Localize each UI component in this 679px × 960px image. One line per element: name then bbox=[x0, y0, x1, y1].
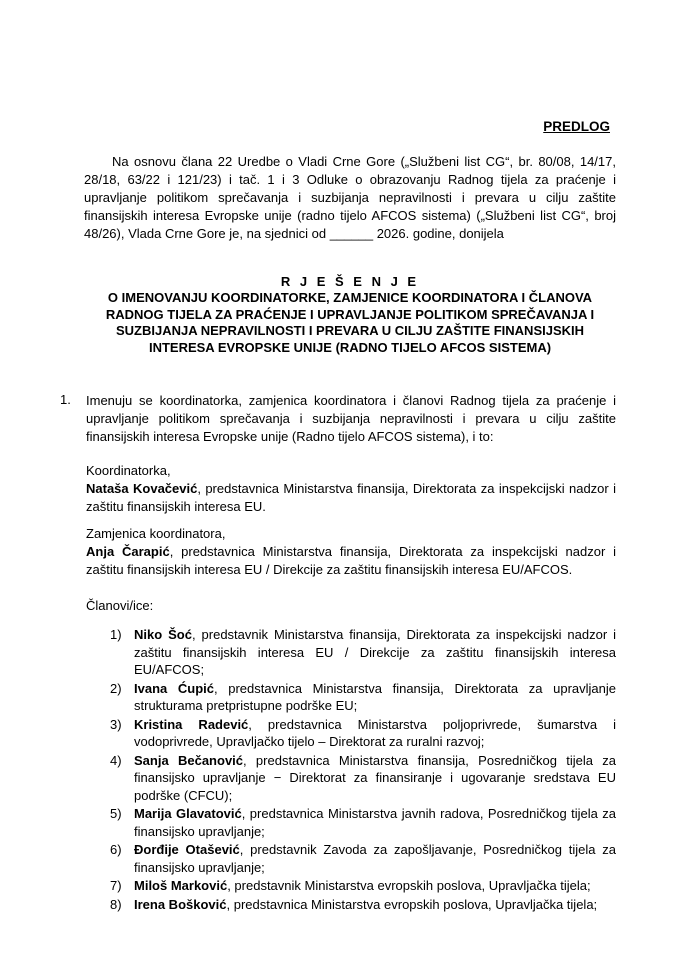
list-item bbox=[110, 841, 616, 876]
member-desc: , predstavnik Ministarstva evropskih poslova, Upravljačka tijela; bbox=[227, 878, 591, 893]
member-desc: , predstavnica Ministarstva finansija, Direktorata za upravljanje strukturama pretpristupne podrške EU; bbox=[134, 680, 616, 713]
member-number: 7) bbox=[110, 878, 122, 893]
list-item bbox=[110, 752, 616, 805]
member-desc: , predstavnica Ministarstva poljoprivrede, šumarstva i vodoprivrede, Upravljačko tijelo – Direktorat za ruralni razvoj; bbox=[134, 716, 617, 749]
coordinator-name: Nataša Kovačević bbox=[86, 481, 198, 496]
member-desc: , predstavnica Ministarstva javnih radova, Posredničkog tijela za finansijsko upravljanje; bbox=[134, 806, 616, 839]
member-name: Irena Bošković bbox=[134, 896, 227, 912]
decision-subtitle: O IMENOVANJU KOORDINATORKE, ZAMJENICE KOORDINATORA I ČLANOVA RADNOG TIJELA ZA PRAĆENJE I UPRAVLJANJE POLITIKOM SPREČAVANJA I SUZBIJANJA NEPRAVILNOSTI I PREVARA U CILJU ZAŠTITE FINANSIJSKIH INTERESA EVROPSKE UNIJE (RADNO TIJELO AFCOS SISTEMA) bbox=[105, 290, 595, 355]
article-1 bbox=[60, 392, 616, 446]
deputy-role: Zamjenica koordinatora, bbox=[86, 526, 226, 541]
member-desc: , predstavnica Ministarstva evropskih poslova, Upravljačka tijela; bbox=[226, 896, 598, 912]
member-number: 1) bbox=[110, 627, 122, 642]
coordinator-desc: , predstavnica Ministarstva finansija, Direktorata za inspekcijski nadzor i zaštitu finansijskih interesa EU. bbox=[86, 481, 617, 514]
member-name: Sanja Bečanović bbox=[134, 752, 244, 768]
member-name: Marija Glavatović bbox=[134, 806, 242, 821]
preamble-paragraph: Na osnovu člana 22 Uredbe o Vladi Crne Gore („Službeni list CG“, br. 80/08, 14/17, 28/18, 63/22 i 121/23) i tač. 1 i 3 Odluke o obrazovanju Radnog tijela za praćenje i upravljanje politikom sprečavanja i suzbijanja nepravilnosti i prevara u cilju zaštite finansijskih interesa Evropske unije (radno tijelo AFCOS sistema) („Službeni list CG“, broj 48/26), Vlada Crne Gore je, na sjednici od ______ 2026. godine, donijela bbox=[84, 154, 616, 241]
draft-label: PREDLOG bbox=[543, 119, 610, 134]
list-item bbox=[110, 680, 616, 715]
coordinator-role: Koordinatorka, bbox=[86, 463, 171, 478]
deputy-block bbox=[86, 525, 616, 579]
member-number: 3) bbox=[110, 716, 122, 732]
members-list bbox=[110, 626, 616, 914]
member-name: Miloš Marković bbox=[134, 878, 228, 893]
member-desc: , predstavnik Ministarstva finansija, Direktorata za inspekcijski nadzor i zaštitu finansijskih interesa EU / Direkcije za zaštitu finansijskih interesa EU/AFCOS; bbox=[134, 627, 616, 677]
member-name: Đorđije Otašević bbox=[134, 842, 240, 857]
coordinator-entry bbox=[86, 480, 616, 516]
member-desc: , predstavnica Ministarstva finansija, Posredničkog tijela za finansijsko upravljanje − Direktorat za finansiranje i ugovaranje sredstava EU podrške (CFCU); bbox=[134, 752, 616, 803]
member-number: 2) bbox=[110, 680, 122, 696]
member-name: Ivana Ćupić bbox=[134, 680, 214, 696]
member-number: 5) bbox=[110, 806, 122, 821]
member-name: Niko Šoć bbox=[134, 627, 192, 642]
member-number: 8) bbox=[110, 896, 122, 912]
member-desc: , predstavnik Zavoda za zapošljavanje, Posredničkog tijela za finansijsko upravljanje; bbox=[134, 842, 616, 875]
deputy-name: Anja Čarapić bbox=[86, 544, 170, 559]
deputy-desc: , predstavnica Ministarstva finansija, Direktorata za inspekcijski nadzor i zaštitu finansijskih interesa EU / Direkcije za zaštitu finansijskih interesa EU/AFCOS. bbox=[86, 544, 616, 577]
deputy-entry bbox=[86, 543, 616, 579]
member-number: 4) bbox=[110, 752, 122, 768]
member-number: 6) bbox=[110, 842, 122, 857]
list-item bbox=[110, 877, 616, 895]
decision-title: R J E Š E N J E bbox=[280, 274, 420, 289]
member-name: Kristina Radević bbox=[134, 716, 249, 732]
list-item bbox=[110, 716, 616, 751]
members-label: Članovi/ice: bbox=[86, 598, 154, 613]
article-text: Imenuju se koordinatorka, zamjenica koordinatora i članovi Radnog tijela za praćenje i upravljanje politikom sprečavanja i suzbijanja nepravilnosti i prevara u cilju zaštite finansijskih interesa Evropske unije (Radno tijelo AFCOS sistema), i to: bbox=[86, 393, 616, 444]
article-number: 1. bbox=[60, 392, 71, 407]
list-item bbox=[110, 805, 616, 840]
coordinator-block bbox=[86, 462, 616, 516]
list-item bbox=[110, 626, 616, 679]
list-item bbox=[110, 896, 616, 914]
